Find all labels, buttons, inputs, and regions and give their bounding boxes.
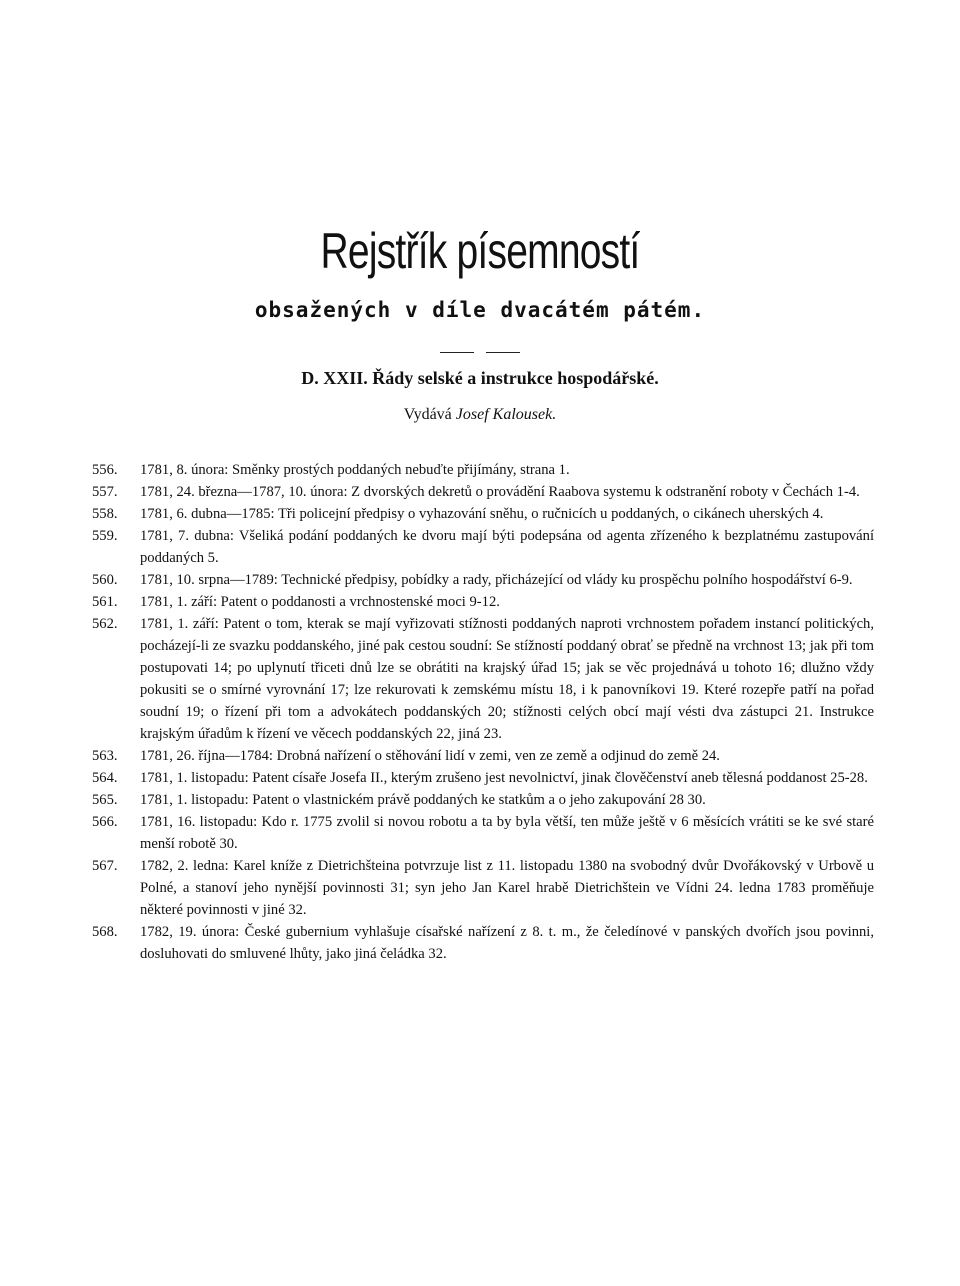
entry-number: 556. (92, 462, 118, 478)
entry-text: 1781, 1. září: Patent o tom, kterak se mají vyřizovati stížnosti poddaných naproti vrchnostem pořadem instancí politických, pocházejí-li ze svazku poddanského, jiné pak cestou soudní: Se stížností poddaný obrať se předně na vrchnost 13; jak při tom postupovati 14; po uplynutí třiceti dnů lze se obrátiti na krajský úřad 15; jak se věc projednává u tohoto 16; dlužno vždy pokusiti se o smírné vyrovnání 17; lze rekurovati k zemskému místu 18, i k panovníkovi 19. Které rozepře patří na pořad soudní 19; o řízení při tom a advokátech poddanských 20; stížnosti celých obcí mají vésti dva zástupci 21. Instrukce krajským úřadům k řízení ve věcech poddanských 22, jiná 23. (140, 616, 874, 742)
entry-text: 1781, 26. října—1784: Drobná nařízení o stěhování lidí v zemi, ven ze země a odjinud do země 24. (140, 748, 720, 764)
list-item (84, 613, 874, 745)
entry-number: 563. (92, 748, 118, 764)
list-item (84, 789, 874, 811)
entry-text: 1781, 8. února: Směnky prostých poddaných nebuďte přijímány, strana 1. (140, 462, 570, 478)
entry-number: 557. (92, 484, 118, 500)
list-item (84, 569, 874, 591)
list-item (84, 767, 874, 789)
entry-text: 1781, 6. dubna—1785: Tři policejní předpisy o vyhazování sněhu, o ručnicích u poddaných, o cikánech uherských 4. (140, 506, 824, 522)
page-subtitle: obsažených v díle dvacátém pátém. (254, 298, 706, 322)
entry-list (84, 459, 874, 965)
list-item (84, 459, 874, 481)
editor-name: Josef Kalousek. (455, 406, 557, 423)
entry-text: 1781, 10. srpna—1789: Technické předpisy, pobídky a rady, přicházející od vlády ku prospěchu polního hospodářství 6-9. (140, 572, 853, 588)
list-item (84, 745, 874, 767)
list-item (84, 811, 874, 855)
entry-text: 1781, 16. listopadu: Kdo r. 1775 zvolil si novou robotu a ta by byla větší, ten může ještě v 6 měsících vrátiti se ke své staré menší robotě 30. (140, 814, 874, 852)
entry-number: 567. (92, 858, 118, 874)
entry-text: 1781, 1. listopadu: Patent o vlastnickém právě poddaných ke statkům a o jeho zakupování 28 30. (140, 792, 706, 808)
entry-number: 558. (92, 506, 118, 522)
list-item (84, 481, 874, 503)
entry-number: 566. (92, 814, 118, 830)
list-item (84, 591, 874, 613)
entry-number: 565. (92, 792, 118, 808)
list-item (84, 525, 874, 569)
entry-text: 1781, 24. března—1787, 10. února: Z dvorských dekretů o provádění Raabova systemu k odstranění roboty v Čechách 1-4. (140, 484, 860, 500)
list-item (84, 855, 874, 921)
entry-text: 1781, 7. dubna: Všeliká podání poddaných ke dvoru mají býti podepsána od agenta zřízeného k bezplatnému zastupování poddaných 5. (140, 528, 874, 566)
entry-number: 564. (92, 770, 118, 786)
list-item (84, 921, 874, 965)
entry-number: 562. (92, 616, 118, 632)
entry-text: 1781, 1. listopadu: Patent císaře Josefa II., kterým zrušeno jest nevolnictví, jinak člověčenství aneb tělesná poddanost 25-28. (140, 770, 868, 786)
entry-text: 1782, 19. února: České gubernium vyhlašuje císařské nařízení z 8. t. m., že čeledínové v panských dvořích jsou povinni, dosluhovati do smluvené lhůty, jako jiná čeládka 32. (140, 924, 874, 962)
entry-text: 1782, 2. ledna: Karel kníže z Dietrichšteina potvrzuje list z 11. listopadu 1380 na svobodný dvůr Dvořákovský v Urbově u Polné, a stanoví jeho nynější povinnosti 31; syn jeho Jan Karel hrabě Dietrichštein ve Vídni 24. ledna 1783 proměňuje některé povinnosti v jiné 32. (140, 858, 874, 918)
entry-text: 1781, 1. září: Patent o poddanosti a vrchnostenské moci 9-12. (140, 594, 500, 610)
entry-number: 560. (92, 572, 118, 588)
entry-number: 568. (92, 924, 118, 940)
editor-line (0, 406, 960, 424)
section-heading: D. XXII. Řády selské a instrukce hospodářské. (301, 368, 659, 388)
editor-label: Vydává (403, 406, 452, 423)
entry-number: 561. (92, 594, 118, 610)
page-title: Rejstřík písemností (320, 223, 640, 279)
entry-number: 559. (92, 528, 118, 544)
list-item (84, 503, 874, 525)
decorative-rule (0, 343, 960, 361)
